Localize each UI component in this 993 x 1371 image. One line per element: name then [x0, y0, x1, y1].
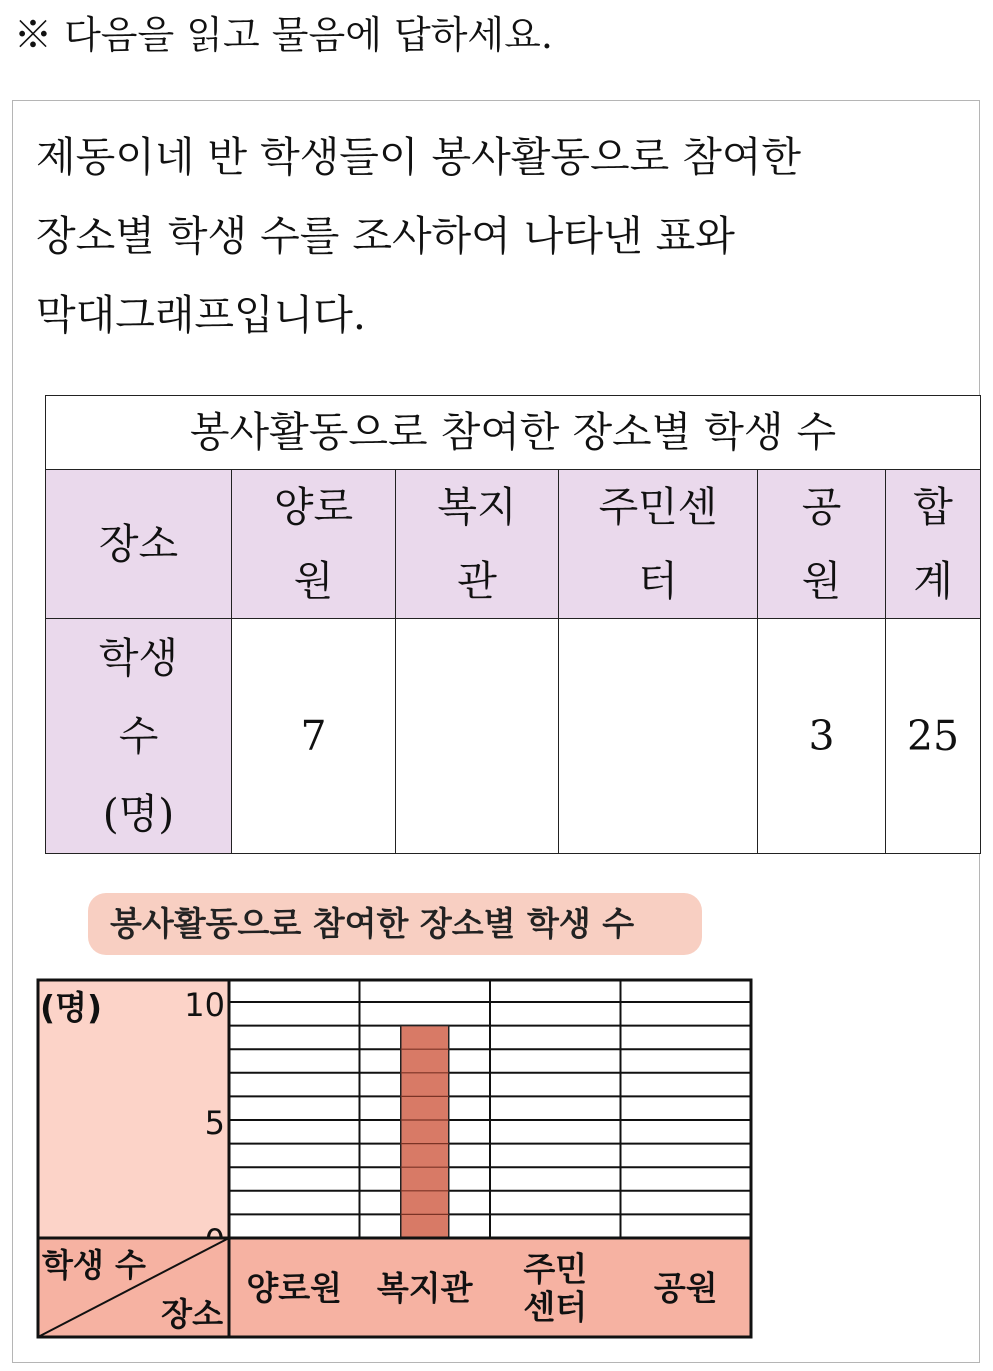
corner-bottom-label: 장소	[161, 1295, 223, 1333]
instruction-text: ※ 다음을 읽고 물음에 답하세요.	[14, 13, 553, 57]
passage-line-2: 장소별 학생 수를 조사하여 나타낸 표와	[36, 212, 735, 260]
value-nursing-home: 7	[232, 619, 396, 854]
header-line: 공	[801, 483, 842, 531]
chart-title: 봉사활동으로 참여한 장소별 학생 수	[88, 893, 702, 955]
passage-line-1: 제동이네 반 학생들이 봉사활동으로 참여한	[36, 133, 802, 181]
row-label-line: 수	[118, 712, 159, 760]
header-line: 원	[801, 557, 842, 605]
header-line: 주민센	[598, 483, 718, 531]
header-label-place: 장소	[46, 470, 232, 619]
table-title: 봉사활동으로 참여한 장소별 학생 수	[46, 396, 981, 470]
corner-top-label: 학생 수	[42, 1246, 146, 1284]
header-line: 원	[293, 557, 334, 605]
y-tick-label: 5	[204, 1104, 225, 1142]
bar	[401, 1026, 449, 1238]
x-tick-label: 센터	[523, 1287, 588, 1327]
y-axis-label: (명)	[40, 988, 103, 1027]
header-line: 양로	[273, 483, 354, 531]
x-tick-label: 공원	[653, 1268, 718, 1308]
x-tick-label: 주민	[523, 1249, 588, 1289]
value-park: 3	[758, 619, 886, 854]
header-line: 관	[457, 557, 497, 605]
row-label-line: 학생	[98, 634, 179, 682]
header-line: 복지	[437, 483, 517, 531]
header-line: 계	[913, 557, 953, 605]
row-label-line: (명)	[102, 790, 175, 838]
value-total: 25	[886, 619, 981, 854]
x-tick-label: 양로원	[246, 1268, 343, 1308]
y-tick-label: 10	[184, 986, 225, 1024]
header-line: 터	[638, 557, 678, 605]
x-tick-label: 복지관	[376, 1268, 473, 1308]
passage-line-3: 막대그래프입니다.	[36, 291, 366, 339]
header-line: 합	[913, 483, 953, 531]
